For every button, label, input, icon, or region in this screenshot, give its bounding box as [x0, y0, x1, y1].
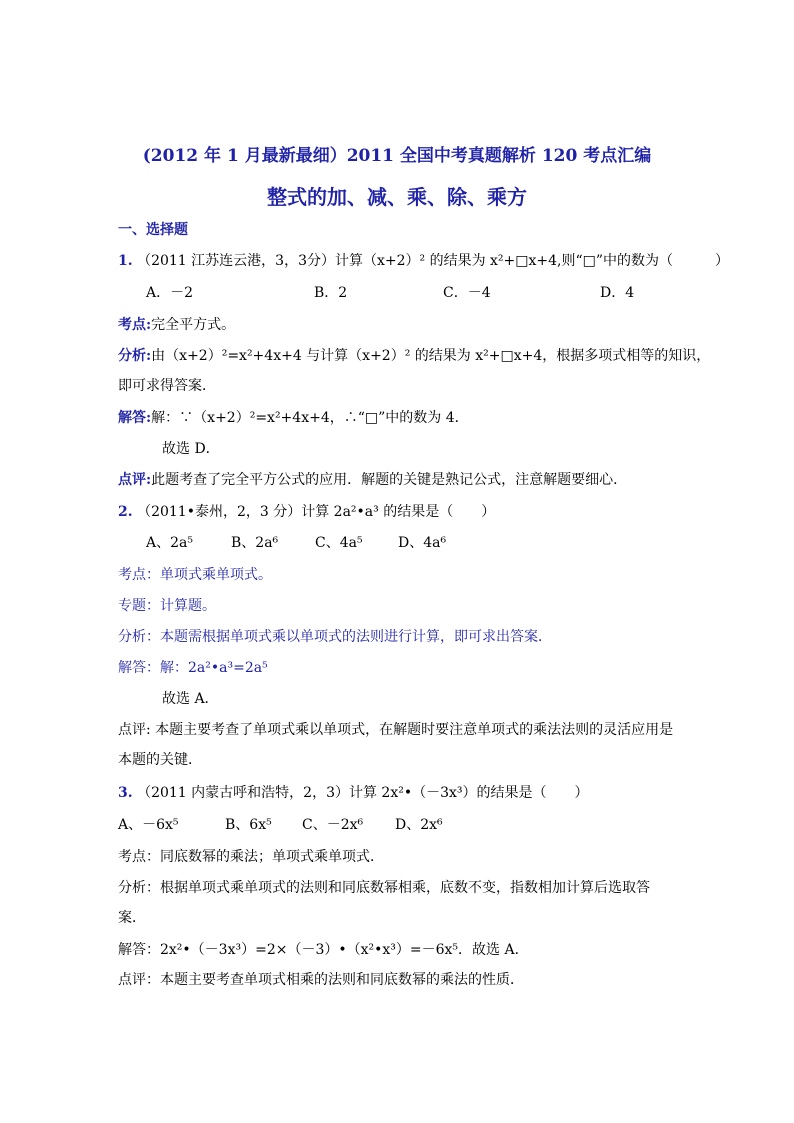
fenxi-continuation: 案．: [118, 910, 146, 926]
question-number: 2.: [118, 504, 133, 520]
dianping-row: 点评: 本题主要考查了单项式乘以单项式，在解题时要注意单项式的乘法法则的灵活应用是: [118, 722, 674, 738]
document-subtitle: 整式的加、减、乘、除、乘方: [267, 185, 527, 209]
jieda-row: [118, 408, 469, 428]
option-a: A、－6x⁵: [118, 817, 179, 833]
fenxi-continuation: 即可求得答案．: [118, 378, 216, 394]
dianping-row: 点评：本题主要考查单项式相乘的法则和同底数幂的乘法的性质．: [118, 972, 524, 988]
section-heading: 一、选择题: [118, 222, 188, 238]
question-1-stem: [118, 251, 729, 271]
option-c: C、－2x⁶: [302, 817, 364, 833]
option-d: D、4a⁶: [398, 535, 447, 551]
question-2-stem: [118, 502, 495, 522]
option-b: B．2: [314, 285, 348, 301]
fenxi-row: [118, 346, 710, 366]
kaodian-row: 考点：同底数幂的乘法；单项式乘单项式．: [118, 849, 384, 865]
document-title: (2012 年 1 月最新最细）2011 全国中考真题解析 120 考点汇编: [142, 146, 652, 166]
jieda-row: 解答：2x²•（－3x³）=2×（－3）•（x²•x³）=－6x⁵．故选 A．: [118, 942, 529, 958]
dianping-text: 此题考查了完全平方公式的应用．解题的关键是熟记公式，注意解题要细心．: [151, 472, 628, 488]
fenxi-label: 分析:: [118, 348, 152, 364]
zhuanti-row: 专题：计算题。: [118, 598, 216, 614]
option-a: A．－2: [146, 285, 194, 301]
kaodian-row: [118, 315, 235, 335]
question-number: 3.: [118, 785, 133, 801]
option-c: C、4a⁵: [315, 535, 363, 551]
question-3-stem: [118, 783, 589, 803]
jieda-conclusion: 故选 D．: [162, 441, 220, 457]
option-d: D、2x⁶: [395, 817, 443, 833]
jieda-text: 解：∵（x+2）²=x²+4x+4，∴“□”中的数为 4．: [151, 410, 469, 426]
option-b: B、6x⁵: [225, 817, 272, 833]
option-b: B、2a⁶: [231, 535, 279, 551]
jieda-conclusion: 故选 A．: [162, 691, 219, 707]
kaodian-text: 完全平方式。: [151, 317, 236, 333]
option-a: A、2a⁵: [146, 535, 193, 551]
kaodian-row: 考点：单项式乘单项式。: [118, 567, 272, 583]
fenxi-text: 由（x+2）²=x²+4x+4 与计算（x+2）² 的结果为 x²+□x+4，根据多项式相等的知识，: [151, 348, 711, 364]
jieda-label: 解答:: [118, 410, 152, 426]
jieda-row: 解答：解：2a²•a³=2a⁵: [118, 660, 268, 676]
question-text: （2011 江苏连云港，3，3分）计算（x+2）² 的结果为 x²+□x+4,则“□”中的数为（ ）: [137, 253, 730, 269]
question-number: 1.: [118, 253, 133, 269]
question-text: （2011 内蒙古呼和浩特，2，3）计算 2x²•（－3x³）的结果是（ ）: [137, 785, 589, 801]
dianping-label: 点评:: [118, 472, 152, 488]
question-text: （2011•泰州，2，3 分）计算 2a²•a³ 的结果是（ ）: [137, 504, 496, 520]
option-d: D．4: [600, 285, 635, 301]
dianping-continuation: 本题的关键．: [118, 752, 202, 768]
kaodian-label: 考点:: [118, 317, 152, 333]
dianping-row: [118, 470, 627, 490]
fenxi-row: 分析：本题需根据单项式乘以单项式的法则进行计算，即可求出答案．: [118, 629, 552, 645]
fenxi-row: 分析：根据单项式乘单项式的法则和同底数幂相乘，底数不变，指数相加计算后选取答: [118, 880, 650, 896]
option-c: C．－4: [443, 285, 491, 301]
